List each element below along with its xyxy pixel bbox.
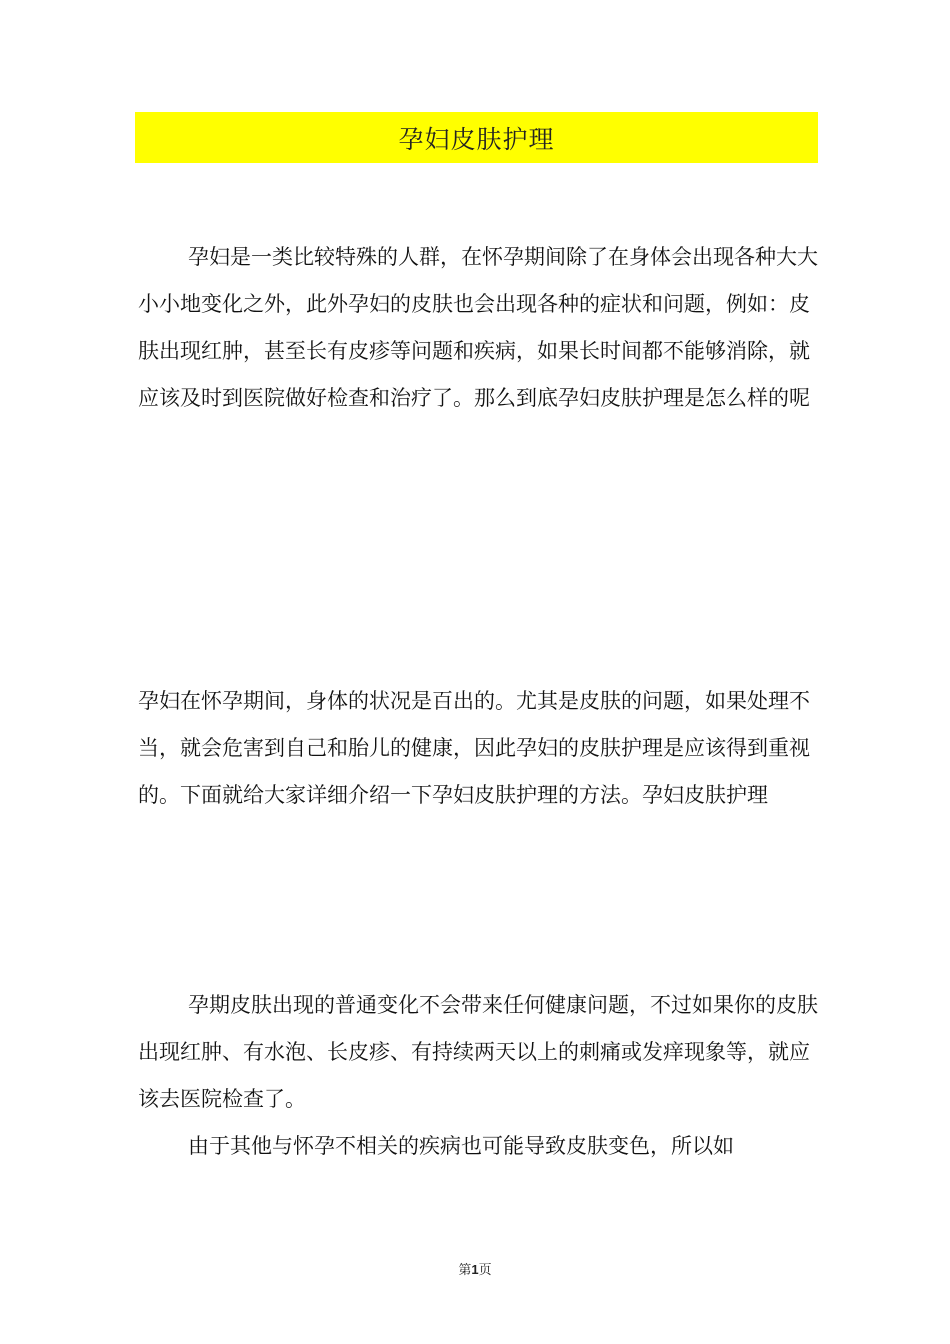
paragraph-other-causes: 由于其他与怀孕不相关的疾病也可能导致皮肤变色，所以如 — [188, 1134, 734, 1158]
footer-suffix: 页 — [478, 1263, 492, 1278]
title-highlight-bar — [135, 112, 818, 163]
footer-page-number: 1 — [471, 1262, 479, 1277]
paragraph-skin-changes: 孕期皮肤出现的普通变化不会带来任何健康问题，不过如果你的皮肤出现红肿、有水泡、长皮疹、有持续两天以上的刺痛或发痒现象等，就应该去医院检查了。 — [138, 993, 818, 1111]
document-title: 孕妇皮肤护理 — [398, 124, 555, 154]
footer-prefix: 第 — [458, 1263, 472, 1278]
paragraph-intro: 孕妇是一类比较特殊的人群，在怀孕期间除了在身体会出现各种大大小小地变化之外，此外孕妇的皮肤也会出现各种的症状和问题，例如：皮肤出现红肿，甚至长有皮疹等问题和疾病，如果长时间都不能够消除，就应该及时到医院做好检查和治疗了。那么到底孕妇皮肤护理是怎么样的呢 — [138, 245, 818, 410]
paragraph-importance: 孕妇在怀孕期间，身体的状况是百出的。尤其是皮肤的问题，如果处理不当，就会危害到自己和胎儿的健康，因此孕妇的皮肤护理是应该得到重视的。下面就给大家详细介绍一下孕妇皮肤护理的方法。孕妇皮肤护理 — [138, 689, 810, 807]
page-footer — [0, 1259, 950, 1278]
